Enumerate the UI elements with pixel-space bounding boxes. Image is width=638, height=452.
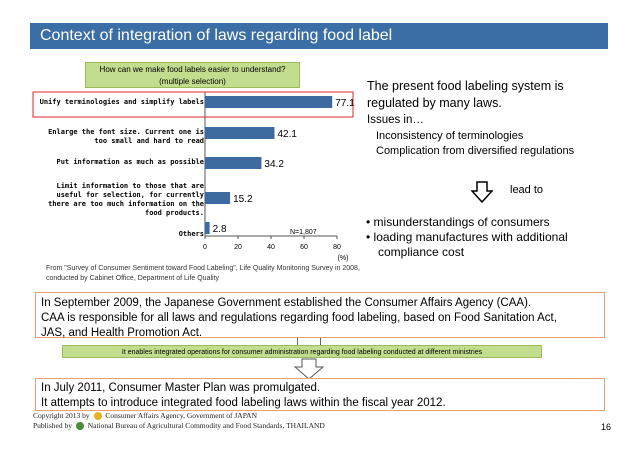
- consequence-item-continued: compliance cost: [378, 245, 465, 259]
- x-tick-label: 60: [300, 244, 308, 251]
- consequence-item: • loading manufactures with additional: [366, 230, 568, 244]
- bar-value-label: 34.2: [264, 159, 284, 170]
- issue-item: Inconsistency of terminologies: [376, 130, 524, 142]
- right-description: [367, 78, 629, 159]
- page-number: 16: [601, 422, 612, 432]
- chart-panel: [30, 52, 360, 286]
- down-arrow-icon: [471, 181, 493, 203]
- consequence-item: • misunderstandings of consumers: [366, 215, 550, 229]
- published-org: National Bureau of Agricultural Commodity and Food Standards, THAILAND: [87, 421, 325, 430]
- slide-title: Context of integration of laws regarding food label: [30, 23, 608, 49]
- x-tick-label: 20: [234, 244, 242, 251]
- bar-value-label: 42.1: [277, 129, 297, 140]
- caa-line: JAS, and Health Promotion Act.: [41, 327, 203, 339]
- down-arrow-icon: [294, 358, 324, 380]
- chart-source: From "Survey of Consumer Sentiment toward Food Labeling", Life Quality Monitoring Survey in 2008, conducted by Cabinet Office, Department of Life Quality: [46, 265, 360, 282]
- sample-size-label: N=1,807: [290, 229, 317, 236]
- copyright-org: Consumer Affairs Agency, Government of JAPAN: [105, 411, 258, 420]
- bar-value-label: 15.2: [233, 194, 253, 205]
- bar: [205, 157, 261, 169]
- caa-logo-icon: [94, 412, 102, 420]
- caa-line: In September 2009, the Japanese Government established the Consumer Affairs Agency (CAA).: [41, 297, 532, 309]
- published-prefix: Published by: [33, 421, 72, 430]
- category-label: Others: [178, 230, 204, 238]
- acfs-logo-icon: [76, 422, 84, 430]
- category-label: Put information as much as possible: [56, 158, 204, 166]
- description-line: The present food labeling system is: [367, 79, 564, 93]
- integration-note: It enables integrated operations for consumer administration regarding food labeling conducted at different ministries: [62, 345, 542, 358]
- question-text: How can we make food labels easier to understand?: [99, 65, 286, 74]
- caa-box: [35, 292, 605, 338]
- master-plan-line: It attempts to introduce integrated food labeling laws within the fiscal year 2012.: [41, 397, 446, 409]
- category-label: Limit information to those that are useful for selection, for currently there are too much information on the food products.: [48, 182, 204, 217]
- caa-line: CAA is responsible for all laws and regulations regarding food labeling, based on Food Sanitation Act,: [41, 312, 557, 324]
- bar: [205, 96, 332, 108]
- bar: [205, 127, 274, 139]
- footer: [33, 411, 325, 431]
- x-tick-label: 40: [267, 244, 275, 251]
- category-label: Unify terminologies and simplify labels: [39, 98, 204, 106]
- consequences-list: [366, 215, 628, 260]
- lead-to-label: lead to: [510, 184, 544, 196]
- issues-heading: Issues in…: [367, 114, 424, 126]
- bar-value-label: 2.8: [212, 224, 227, 235]
- x-tick-label: 80: [333, 244, 341, 251]
- bar-value-label: 77.1: [335, 98, 355, 109]
- master-plan-box: [35, 378, 605, 411]
- question-box: [85, 62, 300, 88]
- bar: [205, 192, 230, 204]
- bar: [205, 222, 210, 234]
- copyright-line: [33, 411, 325, 421]
- published-line: [33, 421, 325, 431]
- issue-item: Complication from diversified regulations: [376, 145, 575, 157]
- description-line: regulated by many laws.: [367, 96, 502, 110]
- x-axis-unit: (%): [337, 255, 349, 262]
- category-label: Enlarge the font size. Current one is too small and hard to read: [48, 128, 204, 145]
- question-subtext: (multiple selection): [159, 77, 226, 86]
- copyright-prefix: Copyright 2013 by: [33, 411, 90, 420]
- master-plan-line: In July 2011, Consumer Master Plan was promulgated.: [41, 382, 321, 394]
- x-tick-label: 0: [203, 244, 207, 251]
